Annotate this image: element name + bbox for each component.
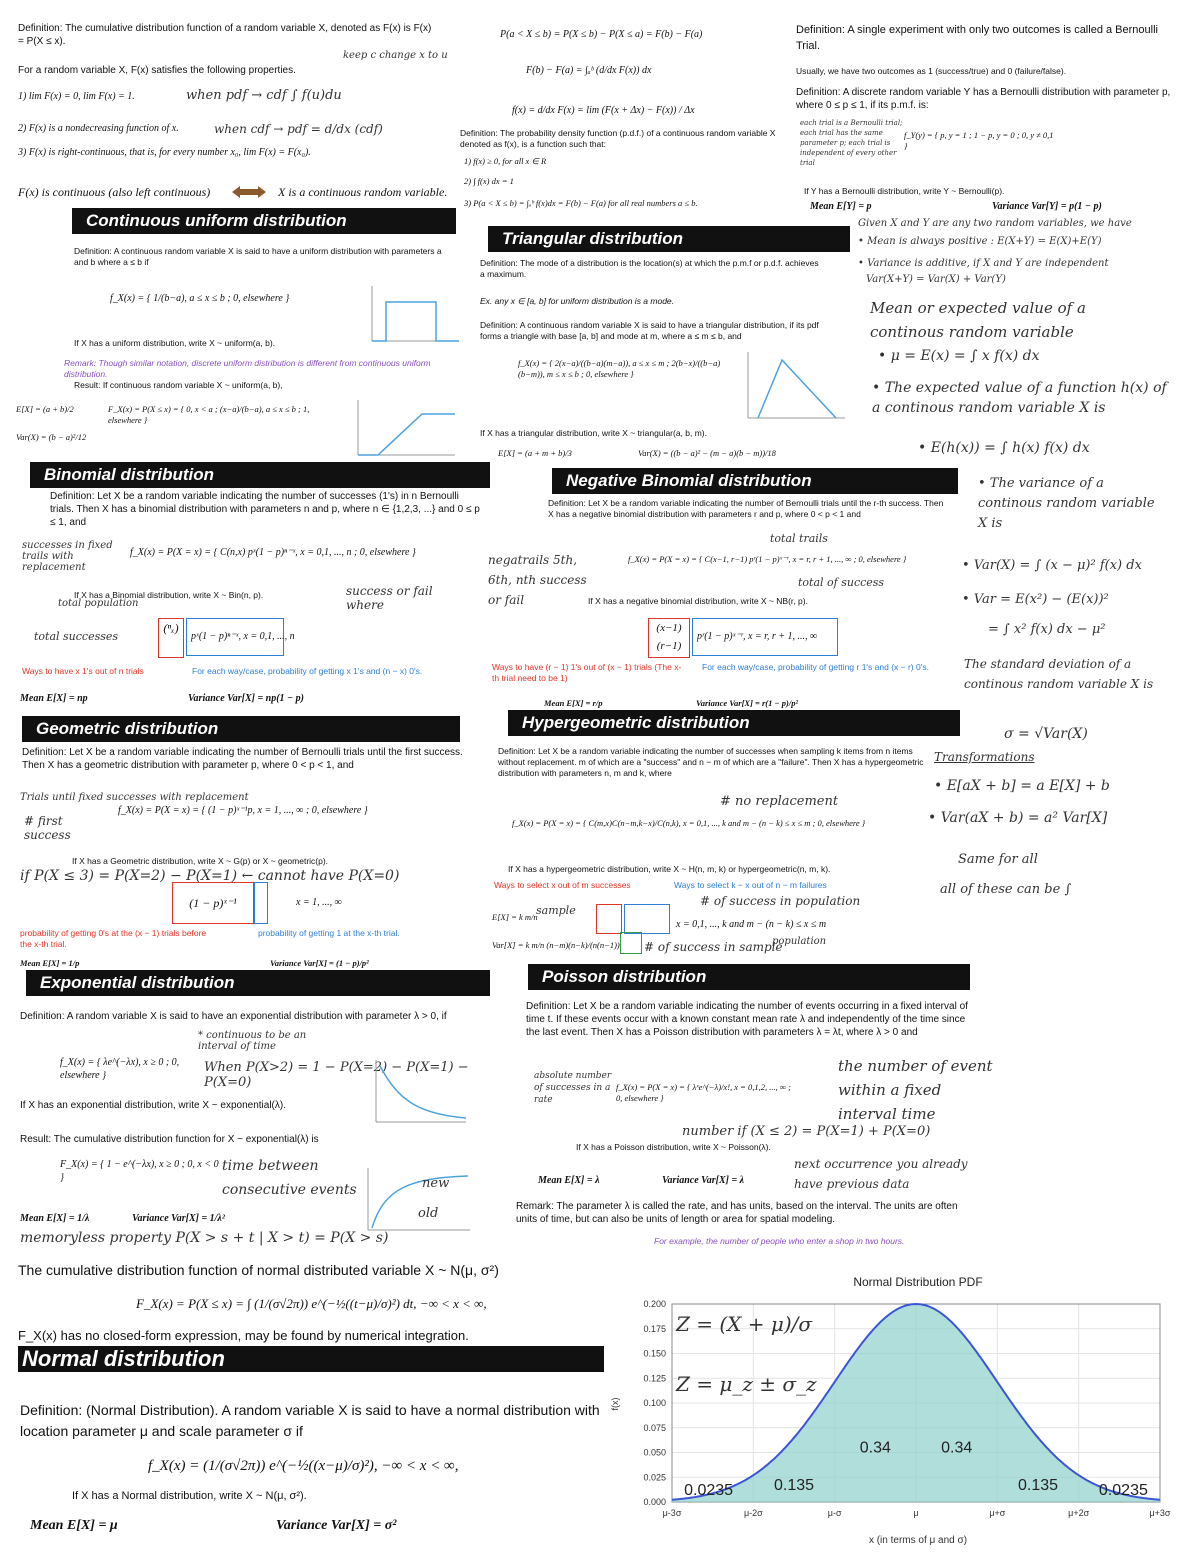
exponential-result: Result: The cumulative distribution function for X ~ exponential(λ) is [20,1134,319,1145]
triangular-panel [478,256,858,464]
handwritten-total-trails: total trails [770,532,828,545]
note-expected-function: • The expected value of a function h(x) of a continous random variable X is [872,380,1167,416]
note-expected-value: Mean or expected value of a continous random variable [870,299,1086,341]
chart-annotation-z2: Z = μ_z ± σ_z [676,1372,817,1396]
handwritten-first-success: # first success [24,814,71,842]
negbin-variance: Variance Var[X] = r(1 − p)/p² [696,698,799,708]
y-tick-label: 0.175 [643,1323,666,1334]
note-expected-transform: • E[aX + b] = a E[X] + b [934,778,1110,794]
negbin-coefficient-box: (x−1) (r−1) [648,618,690,658]
x-tick-label: μ+3σ [1149,1508,1171,1518]
uniform-pdf-plot [364,286,464,351]
normal-variance: Variance Var[X] = σ² [276,1518,397,1533]
exponential-variance: Variance Var[X] = 1/λ² [132,1213,225,1224]
note-variance-formula: • Var(X) = ∫ (x − μ)² f(x) dx [962,558,1142,573]
uniform-remark: Remark: Though similar notation, discrete uniform distribution is different from continuous uniform distribution. [64,358,431,379]
ftc-eq: F(b) − F(a) = ∫ₐᵇ (d/dx F(x)) dx [526,65,652,76]
y-tick-label: 0.000 [643,1497,666,1507]
negbin-boxed-term: pʳ(1 − p)ˣ⁻ʳ, x = r, r + 1, ..., ∞ [697,631,818,642]
handwritten-population: population [772,936,827,947]
normal-cdf-intro: The cumulative distribution function of normal distributed variable X ~ N(μ, σ²) [18,1262,499,1278]
y-tick-label: 0.075 [643,1422,666,1433]
handwritten-time-between: time between consecutive events [222,1158,357,1198]
exponential-notation: If X has an exponential distribution, write X ~ exponential(λ). [20,1100,286,1111]
cdf-definition: Definition: The cumulative distribution function of a random variable X, denoted as F(x) is F(x) = P(X ≤ x). [18,23,432,47]
mode-example: Ex. any x ∈ [a, b] for uniform distribution is a mode. [480,296,675,306]
x-tick-label: μ-σ [827,1508,842,1518]
handwritten-keep-c: keep c change x to u [343,50,448,61]
exponential-panel [18,1000,498,1255]
chart-annotation-z1: Z = (X + μ)/σ [676,1312,813,1336]
exponential-cdf: F_X(x) = { 1 − e^(−λx), x ≥ 0 ; 0, x < 0 } [60,1159,219,1183]
hypergeometric-notation: If X has a hypergeometric distribution, write X ~ H(n, m, k) or hypergeometric(n, m, k). [508,864,831,874]
mode-definition: Definition: The mode of a distribution is the location(s) at which the p.m.f or p.d.f. achieves a maximum. [480,258,819,279]
bernoulli-panel [796,18,1186,218]
normal-title: Normal distribution [18,1346,604,1372]
handwritten-geometric-trials: Trials until fixed successes with replacement [20,792,249,803]
binomial-notation: If X has a Binomial distribution, write X ~ Bin(n, p). [74,590,264,600]
region-probability-label: 0.0235 [1098,1482,1148,1500]
y-tick-label: 0.050 [643,1447,666,1458]
hypergeometric-variance: Var[X] = k m/n (n−m)(n−k)/(n(n−1)) [492,940,620,950]
handwritten-success-in-population: # of success in population [700,894,861,908]
negbin-red-note: Ways to have (r − 1) 1's out of (x − 1) trials (The x-th trial need to be 1) [492,662,682,683]
handwritten-total-successes: total successes [34,630,119,643]
exponential-mean: Mean E[X] = 1/λ [20,1213,90,1224]
hypergeometric-red-note: Ways to select x out of m successes [494,880,631,890]
y-tick-label: 0.200 [643,1299,666,1309]
binomial-definition: Definition: Let X be a random variable indicating the number of successes (1's) in n Bernoulli trials. Then X has a binomial distribution with parameters n and p, where n ∈ {1,2,3, ...} and 0 ≤ p ≤ 1, and [50,491,480,528]
pdf-condition-3: 3) P(a < X ≤ b) = ∫ₐᵇ f(x)dx = F(b) − F(a) for all real numbers a ≤ b. [464,198,698,208]
normal-definition: Definition: (Normal Distribution). A random variable X is said to have a normal distribution with location parameter μ and scale parameter σ if [20,1402,600,1439]
geometric-blue-note: probability of getting 1 at the x-th trial. [258,928,400,938]
uniform-result: Result: If continuous random variable X ~ uniform(a, b), [74,380,283,390]
exponential-cdf-plot [360,1168,472,1239]
poisson-title: Poisson distribution [528,964,970,990]
bernoulli-distribution-definition: Definition: A discrete random variable Y has a Bernoulli distribution with parameter p, where 0 ≤ p ≤ 1, if its p.m.f. is: [796,87,1171,111]
triangular-variance: Var(X) = ((b − a)² − (m − a)(b − m))/18 [638,448,776,458]
triangular-definition: Definition: A continuous random variable X is said to have a triangular distribution, if its pdf forms a triangle with base [a, b] and mode at m, where a ≤ m ≤ b, and [480,320,819,341]
pdf-condition-2: 2) ∫ f(x) dx = 1 [464,176,514,186]
negbin-definition: Definition: Let X be a random variable indicating the number of Bernoulli trials until the r-th success. Then X has a negative binomial distribution with parameters r and p, where 0 < p < 1 and [548,498,944,519]
poisson-remark: Remark: The parameter λ is called the rate, and has units, based on the interval. The units are often units of time, but can also be units of length or area for spatial modeling. [516,1201,958,1225]
pdf-condition-1: 1) f(x) ≥ 0, for all x ∈ R [464,156,547,166]
region-probability-label: 0.135 [773,1477,815,1495]
poisson-example: For example, the number of people who enter a shop in two hours. [654,1236,905,1246]
note-variance-intro: • The variance of a continous random variable X is [978,476,1155,531]
y-tick-label: 0.150 [643,1348,666,1359]
bernoulli-notation: If Y has a Bernoulli distribution, write Y ~ Bernoulli(p). [804,186,1005,196]
handwritten-success-in-sample: # of success in sample [644,940,783,954]
binomial-coefficient-box: (ⁿₓ) [158,618,184,658]
note-sigma-formula: σ = √Var(X) [1004,726,1088,742]
binomial-boxed-term: pˣ(1 − p)ⁿ⁻ˣ, x = 0,1, ..., n [191,631,295,642]
geometric-panel [20,744,480,970]
region-probability-label: 0.34 [859,1439,891,1457]
cdf-property-1: 1) lim F(x) = 0, lim F(x) = 1. [18,91,135,102]
negbin-mean: Mean E[X] = r/p [544,698,603,708]
double-arrow-icon [232,185,266,197]
note-variance-sum: Var(X+Y) = Var(X) + Var(Y) [866,274,1006,285]
binomial-red-note: Ways to have x 1's out of n trials [22,666,144,676]
poisson-mean: Mean E[X] = λ [538,1175,600,1186]
geometric-variance: Variance Var[X] = (1 − p)/p² [270,958,369,968]
y-tick-label: 0.100 [643,1398,666,1408]
handwritten-pdf-to-cdf: when pdf → cdf ∫ f(u)du [186,88,342,103]
note-mu-formula: • μ = E(x) = ∫ x f(x) dx [878,348,1040,364]
binomial-panel [18,490,498,712]
note-expected-function-formula: • E(h(x)) = ∫ h(x) f(x) dx [918,440,1090,456]
uniform-mean: E[X] = (a + b)/2 [16,404,74,414]
poisson-definition: Definition: Let X be a random variable indicating the number of events occurring in a fixed interval of time t. If these events occur with a known constant mean rate λ and independently of the time since the last event. Then X has a Poisson distribution with parameters λ = λt, where λ > 0 and [526,1001,968,1038]
note-random-variables: Given X and Y are any two random variables, we have [858,218,1132,229]
bernoulli-trial-definition: Definition: A single experiment with only two outcomes is called a Bernoulli Trial. [796,24,1158,52]
normal-pdf-svg [606,1264,1190,1548]
triangular-pdf: f_X(x) = { 2(x−a)/((b−a)(m−a)), a ≤ x ≤ m ; 2(b−x)/((b−a)(b−m)), m ≤ x ≤ b ; 0, elsewhere } [518,358,721,379]
y-tick-label: 0.025 [643,1472,666,1483]
note-standard-deviation: The standard deviation of a continous random variable X is [964,657,1154,691]
uniform-definition: Definition: A continuous random variable X is said to have a uniform distribution with parameters a and b where a ≤ b if [74,246,442,267]
handwritten-total-population: total population [58,598,139,609]
negbin-title: Negative Binomial distribution [552,468,958,494]
handwritten-exponential-probability: When P(X>2) = 1 − P(X=2) − P(X=1) − P(X=0) [204,1060,469,1090]
binomial-mean: Mean E[X] = np [20,693,88,704]
hypergeometric-definition: Definition: Let X be a random variable indicating the number of successes when sampling k items from n items without replacement. m of which are a "success" and n − m of which are a "failure". Then X has a hypergeometric distribution with parameters n, m and k, where [498,746,924,778]
chart-xlabel: x (in terms of μ and σ) [868,1535,968,1546]
negbin-notation: If X has a negative binomial distribution, write X ~ NB(r, p). [588,596,808,606]
normal-notation: If X has a Normal distribution, write X ~ N(μ, σ²). [72,1490,307,1502]
uniform-variance: Var(X) = (b − a)²/12 [16,432,87,442]
handwritten-sample: sample [536,904,576,917]
poisson-panel [512,996,992,1254]
derivative-eq: f(x) = d/dx F(x) = lim (F(x + Δx) − F(x)) / Δx [512,105,695,116]
binomial-variance: Variance Var[X] = np(1 − p) [188,693,304,704]
geometric-definition: Definition: Let X be a random variable indicating the number of Bernoulli trials until the first success. Then X has a geometric distribution with parameter p, where 0 < p < 1, and [22,747,463,771]
negbin-probability-box [692,618,838,656]
handwritten-new: new [422,1176,450,1191]
exponential-title: Exponential distribution [26,970,490,996]
uniform-notation: If X has a uniform distribution, write X ~ uniform(a, b). [74,338,276,348]
uniform-title: Continuous uniform distribution [72,208,456,234]
handwritten-poisson-probability: number if (X ≤ 2) = P(X=1) + P(X=0) [682,1124,931,1139]
uniform-cdf-plot [350,400,460,465]
handwritten-no-replacement: # no replacement [720,794,839,809]
hypergeometric-failure-box [624,904,670,934]
hypergeometric-pmf: f_X(x) = P(X = x) = { C(m,x)C(n−m,k−x)/C(n,k), x = 0,1, ..., k and m − (n − k) ≤ x ≤ m ; 0, elsewhere } [512,818,866,828]
geometric-red-note: probability of getting 0's at the (x − 1) trials before the x-th trial. [20,928,207,949]
note-same-for-all: Same for all [958,852,1038,867]
cdf-properties-intro: For a random variable X, F(x) satisfies the following properties. [18,65,296,76]
geometric-title: Geometric distribution [22,716,460,742]
x-tick-label: μ-3σ [662,1508,682,1518]
uniform-cdf: F_X(x) = P(X ≤ x) = { 0, x < a ; (x−a)/(b−a), a ≤ x ≤ b ; 1, elsewhere } [108,404,310,425]
x-tick-label: μ+2σ [1068,1508,1090,1518]
bernoulli-pmf: f_Y(y) = { p, y = 1 ; 1 − p, y = 0 ; 0, y ≠ 0,1 } [904,130,1054,151]
hypergeometric-success-box [596,904,622,934]
region-probability-label: 0.34 [941,1439,973,1457]
chart-title: Normal Distribution PDF [853,1275,983,1289]
note-variance-alt: • Var = E(x²) − (E(x))² [962,592,1109,607]
negbin-panel [488,496,958,712]
exponential-pdf-plot [368,1060,468,1131]
pdf-definition-panel [460,18,790,218]
hypergeometric-panel [492,740,932,970]
cdf-definition-panel [18,18,468,208]
handwritten-total-success: total of success [798,576,885,589]
triangular-notation: If X has a triangular distribution, write X ~ triangular(a, b, m). [480,428,708,438]
y-tick-label: 0.125 [643,1373,666,1384]
binomial-pmf: f_X(x) = P(X = x) = { C(n,x) pˣ(1 − p)ⁿ⁻ˣ, x = 0,1, ..., n ; 0, elsewhere } [130,547,416,558]
normal-definition-panel [16,1396,616,1546]
geometric-mean: Mean E[X] = 1/p [20,958,80,968]
bernoulli-mean: Mean E[Y] = p [810,201,872,212]
negbin-pmf: f_X(x) = P(X = x) = { C(x−1, r−1) pʳ(1 − p)ˣ⁻ʳ, x = r, r + 1, ..., ∞ ; 0, elsewhere } [628,554,907,564]
handwritten-absolute-number: absolute number of successes in a rate [534,1071,612,1105]
handwritten-continuous-interval: * continuous to be an interval of time [198,1030,307,1052]
normal-pdf-chart [606,1264,1190,1548]
x-tick-label: μ [913,1508,919,1518]
x-tick-label: μ-2σ [743,1508,763,1518]
geometric-failures-box: (1 − p)ˣ⁻¹ [172,882,254,924]
cdf-property-2: 2) F(x) is a nondecreasing function of x. [18,123,179,134]
binomial-blue-note: For each way/case, probability of getting x 1's and (n − x) 0's. [192,666,423,676]
region-probability-label: 0.0235 [684,1482,734,1500]
bernoulli-usual-outcomes: Usually, we have two outcomes as 1 (success/true) and 0 (failure/false). [796,66,1067,76]
normal-closed-form: F_X(x) has no closed-form expression, may be found by numerical integration. [18,1328,469,1343]
geometric-success-box [254,882,268,924]
cdf-continuous-label: F(x) is continuous (also left continuous) [18,185,211,199]
note-variance-integral: = ∫ x² f(x) dx − μ² [988,622,1106,637]
hypergeometric-mean: E[X] = k m/n [492,912,538,922]
hypergeometric-title: Hypergeometric distribution [508,710,960,736]
geometric-boxed-range: x = 1, ..., ∞ [296,897,342,908]
exponential-definition: Definition: A random variable X is said to have an exponential distribution with parameter λ > 0, if [20,1011,447,1022]
bernoulli-variance: Variance Var[Y] = p(1 − p) [992,201,1102,212]
negbin-blue-note: For each way/case, probability of getting r 1's and (x − r) 0's. [702,662,929,672]
cdf-property-3: 3) F(x) is right-continuous, that is, for every number x₀, lim F(x) = F(x₀). [18,147,311,158]
poisson-notation: If X has a Poisson distribution, write X ~ Poisson(λ). [576,1142,771,1152]
poisson-pmf: f_X(x) = P(X = x) = { λˣe^(−λ)/x!, x = 0,1,2, ..., ∞ ; 0, elsewhere } [616,1082,791,1103]
region-probability-label: 0.135 [1017,1477,1059,1495]
binomial-probability-box [186,618,295,656]
normal-pdf: f_X(x) = (1/(σ√2π)) e^(−½((x−μ)/σ)²), −∞ < x < ∞, [148,1458,459,1474]
interval-probability-eq: P(a < X ≤ b) = P(X ≤ b) − P(X ≤ a) = F(b) − F(a) [500,29,703,40]
geometric-pmf: f_X(x) = P(X = x) = { (1 − p)ˣ⁻¹p, x = 1, ..., ∞ ; 0, elsewhere } [118,805,368,816]
x-tick-label: μ+σ [989,1508,1006,1518]
handwritten-next-occurrence: next occurrence you already have previous data [794,1157,968,1191]
handwritten-binomial-fixed-trials: successes in fixed trails with replacement [22,540,113,573]
handwritten-memoryless: memoryless property P(X > s + t | X > t) = P(X > s) [20,1230,389,1246]
normal-cdf: F_X(x) = P(X ≤ x) = ∫ (1/(σ√2π)) e^(−½((t−μ)/σ)²) dt, −∞ < x < ∞, [136,1296,487,1311]
handwritten-cdf-to-pdf: when cdf → pdf = d/dx (cdf) [214,122,383,136]
hypergeometric-blue-note: Ways to select k − x out of n − m failures [674,880,827,890]
triangular-title: Triangular distribution [488,226,850,252]
hypergeometric-boxed-range: x = 0,1, ..., k and m − (n − k) ≤ x ≤ m [676,919,827,930]
handwritten-old: old [418,1206,439,1221]
triangular-pdf-plot [740,352,850,429]
binomial-title: Binomial distribution [30,462,490,488]
handwritten-geometric-inequality: if P(X ≤ 3) = P(X=2) − P(X=1) ← cannot have P(X=0) [20,868,400,884]
chart-ylabel: f(x) [610,1397,620,1411]
handwritten-events-within-interval: the number of event within a fixed interval time [838,1057,993,1123]
handwritten-negbin-trails: negatrails 5th, 6th, nth success or fail [488,553,587,607]
pdf-definition: Definition: The probability density function (p.d.f.) of a continuous random variable X denoted as f(x), is a function such that: [460,128,776,149]
handwritten-success-or-fail: success or fail where [346,584,433,612]
exponential-pdf: f_X(x) = { λe^(−λx), x ≥ 0 ; 0, elsewhere } [60,1057,180,1081]
handwritten-bernoulli-notes: each trial is a Bernoulli trial; each trial has the same parameter p; each trial is independent of every other trial [800,119,903,167]
triangular-mean: E[X] = (a + m + b)/3 [498,448,572,458]
note-transformations: Transformations [934,750,1035,764]
note-mean-additive: • Mean is always positive : E(X+Y) = E(X)+E(Y) [858,236,1102,247]
note-all-can-be-integral: all of these can be ∫ [940,882,1072,897]
continuous-rv-label: X is a continuous random variable. [278,185,448,199]
normal-mean: Mean E[X] = μ [30,1518,118,1533]
uniform-pdf: f_X(x) = { 1/(b−a), a ≤ x ≤ b ; 0, elsewhere } [110,293,290,304]
geometric-notation: If X has a Geometric distribution, write X ~ G(p) or X ~ geometric(p). [72,856,329,866]
uniform-panel [14,240,470,462]
hypergeometric-total-box [620,932,642,954]
note-variance-additive: • Variance is additive, if X and Y are independent [858,258,1109,269]
poisson-variance: Variance Var[X] = λ [662,1175,745,1186]
note-variance-transform: • Var(aX + b) = a² Var[X] [928,810,1108,826]
